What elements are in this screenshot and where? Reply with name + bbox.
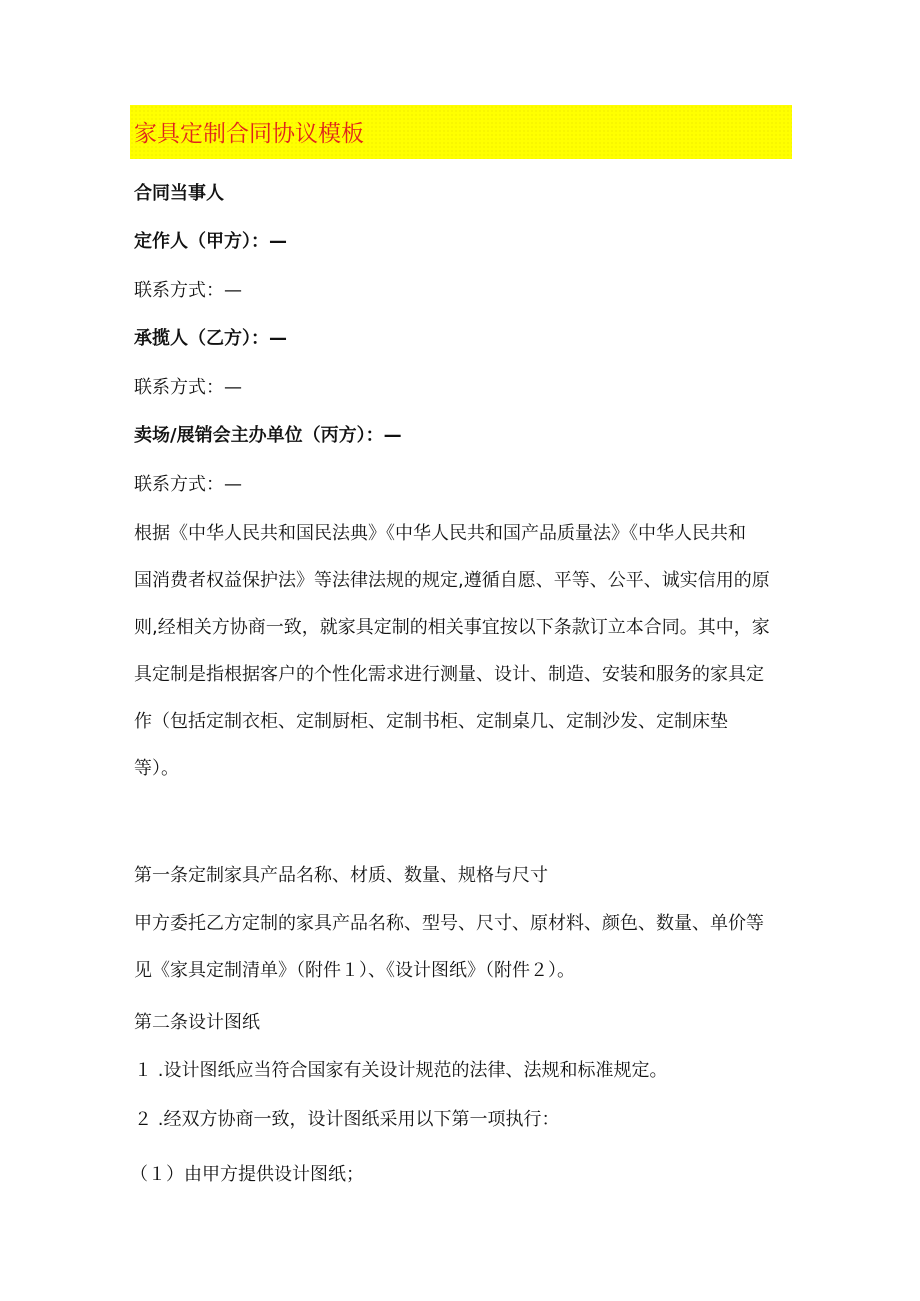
intro-line: 等）。 <box>134 758 179 779</box>
party-b-contact: 联系方式：— <box>134 377 242 398</box>
document-title: 家具定制合同协议模板 <box>134 121 364 147</box>
article1-heading: 第一条定制家具产品名称、材质、数量、规格与尺寸 <box>134 865 548 886</box>
article2-item-1: １ .设计图纸应当符合国家有关设计规范的法律、法规和标准规定。 <box>134 1060 668 1081</box>
intro-line: 作（包括定制衣柜、定制厨柜、定制书柜、定制桌几、定制沙发、定制床垫 <box>134 711 728 732</box>
title-highlight <box>130 105 792 159</box>
article2-item-2: ２ .经双方协商一致，设计图纸采用以下第一项执行： <box>134 1109 560 1130</box>
intro-line: 则,经相关方协商一致，就家具定制的相关事宜按以下条款订立本合同。其中，家 <box>134 617 770 638</box>
article2-heading: 第二条设计图纸 <box>134 1012 260 1033</box>
article1-line: 见《家具定制清单》（附件１）、《设计图纸》（附件２）。 <box>134 960 575 981</box>
party-a-contact: 联系方式：— <box>134 280 242 301</box>
party-a: 定作人（甲方）：— <box>134 231 287 252</box>
intro-line: 根据《中华人民共和国民法典》《中华人民共和国产品质量法》《中华人民共和 <box>134 523 746 544</box>
intro-line: 具定制是指根据客户的个性化需求进行测量、设计、制造、安装和服务的家具定 <box>134 664 764 685</box>
party-b: 承揽人（乙方）：— <box>134 328 287 349</box>
party-c: 卖场/展销会主办单位（丙方）：— <box>134 425 402 446</box>
intro-paragraph <box>134 510 794 792</box>
article2-subitem-1: （１）由甲方提供设计图纸； <box>130 1164 364 1185</box>
article1-line: 甲方委托乙方定制的家具产品名称、型号、尺寸、原材料、颜色、数量、单价等 <box>134 913 764 934</box>
intro-line: 国消费者权益保护法》等法律法规的规定,遵循自愿、平等、公平、诚实信用的原 <box>134 570 770 591</box>
article1-body <box>134 900 794 994</box>
parties-heading: 合同当事人 <box>134 183 224 204</box>
party-c-contact: 联系方式：— <box>134 474 242 495</box>
